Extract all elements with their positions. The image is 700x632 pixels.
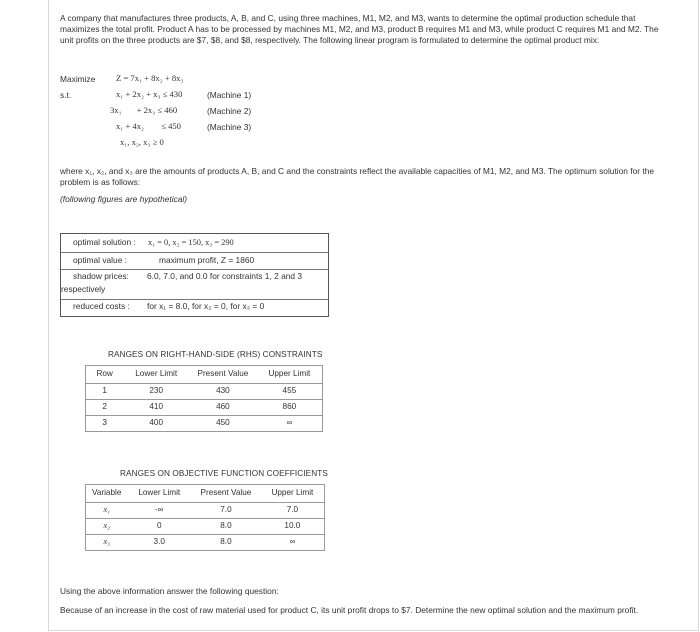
objective-header-upper: Upper Limit bbox=[261, 485, 325, 503]
problem-statement bbox=[60, 13, 690, 46]
st-label: s.t. bbox=[60, 90, 72, 100]
rhs-upper-limit: ∞ bbox=[257, 416, 323, 432]
maximize-label: Maximize bbox=[60, 74, 96, 84]
optimal-solution-value: x₁ = 0, x₂ = 150, x₃ = 290 bbox=[148, 238, 234, 247]
optimal-solution-row bbox=[61, 234, 328, 253]
rhs-row-id: 2 bbox=[86, 400, 124, 416]
constraint-2-machine: (Machine 2) bbox=[207, 106, 252, 116]
constraint-1: x₁ + 2x₂ + x₃ ≤ 430 bbox=[116, 89, 183, 99]
optimal-value-label: optimal value : bbox=[73, 255, 127, 265]
optimal-value-row bbox=[61, 252, 328, 270]
rhs-header-row-col: Row bbox=[86, 366, 124, 384]
shadow-prices-row bbox=[61, 269, 328, 300]
rhs-header-row bbox=[86, 366, 323, 384]
objective-upper-limit: 10.0 bbox=[261, 519, 325, 535]
question-intro: Using the above information answer the following question: bbox=[60, 586, 279, 596]
objective-upper-limit: ∞ bbox=[261, 535, 325, 551]
objective-lower-limit: 3.0 bbox=[127, 535, 191, 551]
hypothetical-note: (following figures are hypothetical) bbox=[60, 194, 188, 204]
constraint-3-machine: (Machine 3) bbox=[207, 122, 252, 132]
reduced-costs-value: for x₁ = 8.0, for x₂ = 0, for x₃ = 0 bbox=[147, 301, 265, 311]
rhs-present-value: 460 bbox=[189, 400, 257, 416]
constraint-3: x₁ + 4x₂ ≤ 450 bbox=[116, 121, 181, 131]
objective-header-row bbox=[86, 485, 325, 503]
shadow-prices-continuation: respectively bbox=[61, 284, 106, 294]
objective-header-variable: Variable bbox=[86, 485, 128, 503]
intro-line-1: A company that manufactures three products, A, B, and C, using three machines, M1, M2, and M3, wants to determine the optimal production schedule that bbox=[60, 13, 636, 23]
objective-present-value: 8.0 bbox=[191, 519, 261, 535]
reduced-costs-row bbox=[61, 299, 328, 316]
lp-model bbox=[60, 70, 460, 150]
nonnegativity: x₁, x₂, x₃ ≥ 0 bbox=[120, 137, 164, 147]
table-row bbox=[86, 416, 323, 432]
objective-ranges-table bbox=[85, 484, 325, 551]
where-line-2: problem is as follows: bbox=[60, 177, 141, 188]
intro-line-2: maximizes the total profit. Product A has to be processed by machines M1, M2, and M3, product B requires M1 and M3, while product C requires M1 and M2. The bbox=[60, 24, 659, 35]
reduced-costs-label: reduced costs : bbox=[73, 301, 130, 311]
rhs-header-lower: Lower Limit bbox=[123, 366, 189, 384]
objective-variable: x₂ bbox=[86, 519, 128, 535]
optimal-value-value: maximum profit, Z = 1860 bbox=[159, 255, 255, 265]
shadow-prices-value: 6.0, 7.0, and 0.0 for constraints 1, 2 and 3 bbox=[147, 271, 303, 281]
constraint-1-machine: (Machine 1) bbox=[207, 90, 252, 100]
rhs-lower-limit: 230 bbox=[123, 384, 189, 400]
objective-function: Z = 7x₁ + 8x₂ + 8x₃ bbox=[116, 73, 184, 83]
objective-header-lower: Lower Limit bbox=[127, 485, 191, 503]
rhs-lower-limit: 400 bbox=[123, 416, 189, 432]
constraint-2: 3x₁ + 2x₃ ≤ 460 bbox=[110, 105, 178, 115]
optimal-solution-label: optimal solution : bbox=[73, 237, 136, 247]
table-row bbox=[86, 400, 323, 416]
objective-variable: x₁ bbox=[86, 503, 128, 519]
rhs-table-title: RANGES ON RIGHT-HAND-SIDE (RHS) CONSTRAINTS bbox=[108, 350, 323, 359]
objective-table-title: RANGES ON OBJECTIVE FUNCTION COEFFICIENTS bbox=[120, 469, 328, 478]
intro-line-3: unit profits on the three products are $7, $8, and $8, respectively. The following linear program is formulated to determine the optimal product mix: bbox=[60, 35, 600, 46]
variable-definition bbox=[60, 166, 688, 188]
table-row bbox=[86, 503, 325, 519]
rhs-header-upper: Upper Limit bbox=[257, 366, 323, 384]
rhs-ranges-table bbox=[85, 365, 323, 432]
rhs-present-value: 430 bbox=[189, 384, 257, 400]
rhs-present-value: 450 bbox=[189, 416, 257, 432]
rhs-upper-limit: 860 bbox=[257, 400, 323, 416]
table-row bbox=[86, 519, 325, 535]
objective-present-value: 7.0 bbox=[191, 503, 261, 519]
rhs-header-present: Present Value bbox=[189, 366, 257, 384]
rhs-upper-limit: 455 bbox=[257, 384, 323, 400]
objective-header-present: Present Value bbox=[191, 485, 261, 503]
objective-upper-limit: 7.0 bbox=[261, 503, 325, 519]
table-row bbox=[86, 535, 325, 551]
solution-box bbox=[60, 233, 329, 317]
objective-present-value: 8.0 bbox=[191, 535, 261, 551]
rhs-row-id: 3 bbox=[86, 416, 124, 432]
where-line-1: where x₁, x₂, and x₃ are the amounts of products A, B, and C and the constraints reflect the available capacities of M1, M2, and M3. The optimum solution for the bbox=[60, 166, 655, 176]
objective-lower-limit: -∞ bbox=[127, 503, 191, 519]
shadow-prices-label: shadow prices: bbox=[73, 271, 129, 281]
rhs-lower-limit: 410 bbox=[123, 400, 189, 416]
objective-lower-limit: 0 bbox=[127, 519, 191, 535]
objective-variable: x₃ bbox=[86, 535, 128, 551]
rhs-row-id: 1 bbox=[86, 384, 124, 400]
table-row bbox=[86, 384, 323, 400]
question-text: Because of an increase in the cost of raw material used for product C, its unit profit drops to $7. Determine the new optimal solution and the maximum profit. bbox=[60, 605, 639, 615]
